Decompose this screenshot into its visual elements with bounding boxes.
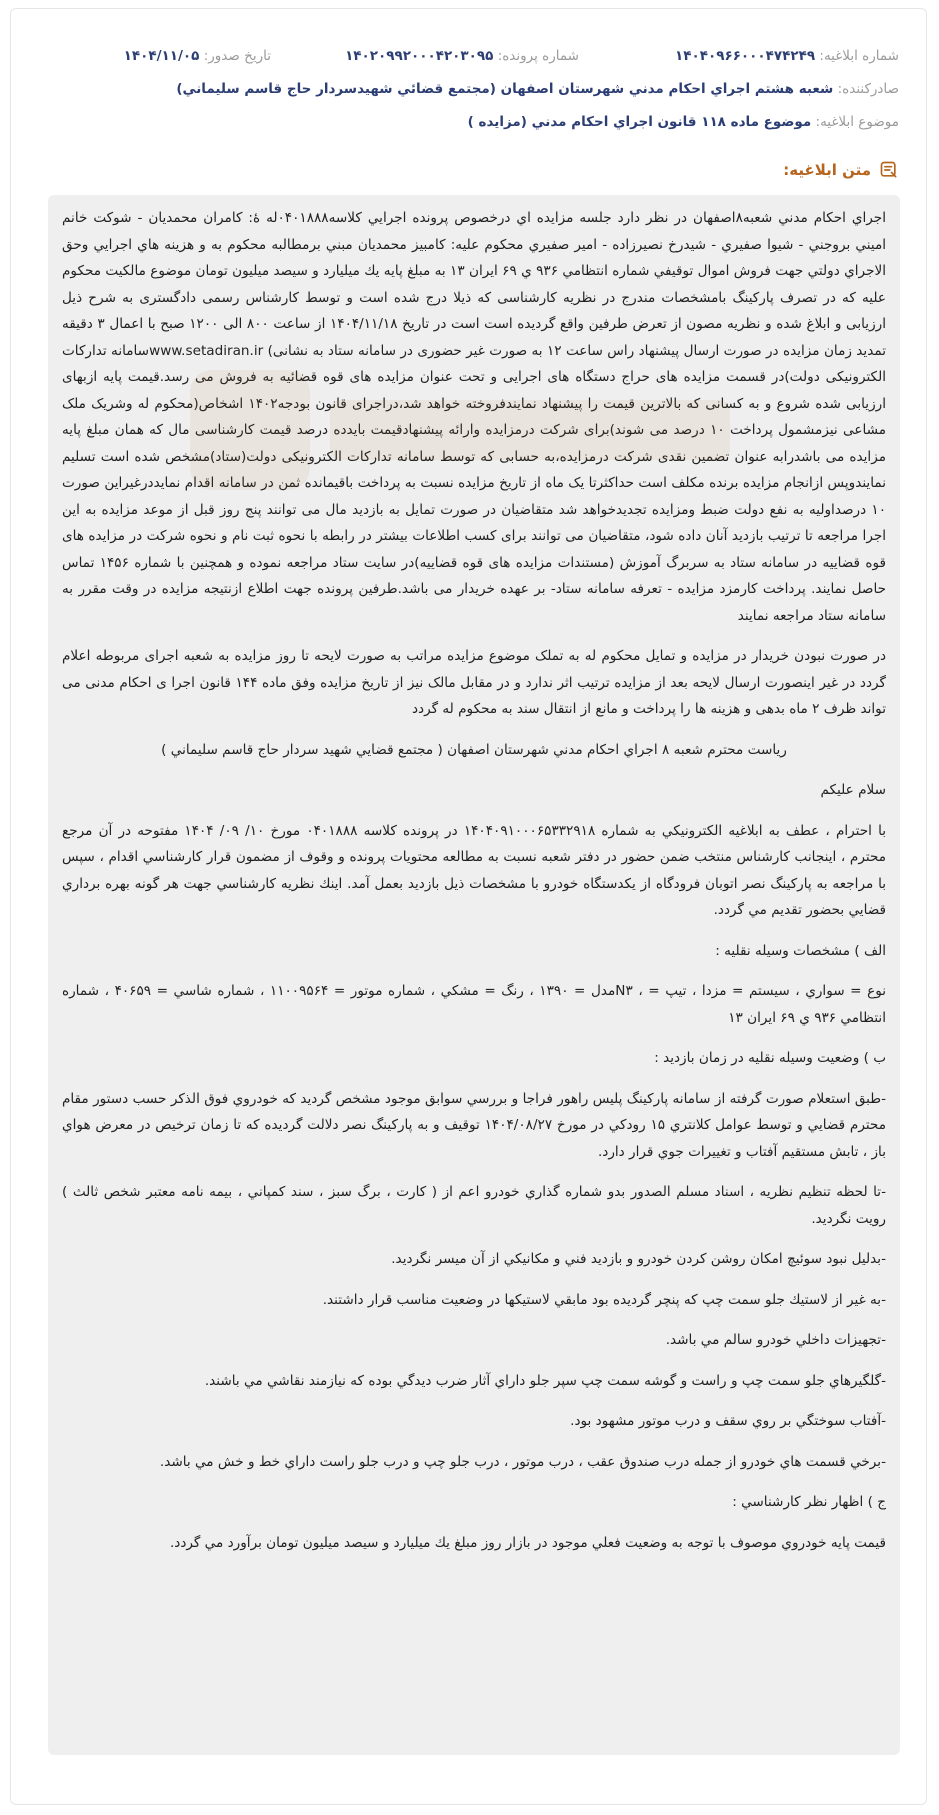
body-item-fenders: -گلگيرهاي جلو سمت چپ و راست و گوشه سمت چپ سپر جلو داراي آثار ضرب ديدگي بوده كه نيازمند نقاشي مي باشند. <box>204 1372 886 1389</box>
body-item-switch: -بدليل نبود سوئيچ امكان روشن كردن خودرو و بازديد فني و مكانيكي از آن ميسر نگرديد. <box>391 1251 886 1267</box>
body-item-scratches: -برخي قسمت هاي خودرو از جمله درب صندوق عقب ، درب موتور ، درب جلو چپ و درب جلو راست داراي خط و خش مي باشد. <box>159 1453 886 1470</box>
notice-number <box>675 46 899 66</box>
body-paragraph-auction: اجراي احكام مدني شعبه۸اصفهان در نظر دارد جلسه مزايده اي درخصوص پرونده اجرايي كلاسه۰۴۰۱۸۸۸له ۀ: كامران محمديان - شوكت خانم اميني بروجني - شيوا صفيري - شيدرخ نصيرزاده - امير صفيري محكوم عليه: كامبيز محمديان مبني برمطالبه محكوم به و هزينه هاي اجرايي وحق الاجراي دولتي جهت فروش اموال توقيفي شماره انتظامي ۹۳۶ ي ۶۹ ايران ۱۳ به مبلغ پايه يك ميليارد و سيصد ميليون تومان موضوع مالكيت محكوم عليه كه در تصرف پاركينگ بامشخصات مندرج در نظريه كارشناسی كه ذيلا درج شده است و توسط كارشناس رسمی دادگستری به شرح ذيل ارزيابی و ابلاغ شده و نظريه مصون از تعرض طرفين واقع گرديده است است در تاريخ ۱۴۰۴/۱۱/۱۸ از ساعت ۸۰۰ الی ۱۲۰۰ صبح با اعمال ۳ دقيقه تمديد زمان مزايده در صورت ارسال پيشنهاد راس ساعت ۱۲ به صورت غير حضوری در سامانه ستاد به نشانی) www.setadiran.irسامانه تداركات الكترونيكی دولت)در قسمت مزايده های حراج دستگاه های اجرايی و تحت عنوان مزايده های قوه قضائيه به فروش می رسد.قيمت پايه ازبهای ارزيابی شده شروع و به كسانی كه بالاترين قيمت را پيشنهاد نمايندفروخته خواهد شد،دراجرای قانون بودجه۱۴۰۲ اشخاص(محكوم له وشريک ملک مشاعی نيزمشمول پرداخت ۱۰ درصد می شوند)برای شركت درمزايده وارائه پيشنهادقيمت بايدده درصد قيمت كارشناسی مال كه همان مبلغ پايه مزايده می باشدرابه عنوان تضمين نقدی شركت درمزايده،به حسابی كه توسط سامانه تداركات الكترونيكی دولت(ستاد)مشخص شده است تسليم نمايندوپس ازانجام مزايده برنده مكلف است حداكثرتا يک ماه از تاريخ مزايده نسبت به پرداخت باقيمانده ثمن در سامانه اقدام نمايددرغيراين صورت ۱۰ درصداوليه به نفع دولت ضبط ومزايده تجديدخواهد شد متقاضيان در صورت تمايل به بازديد مال می توانند پنج روز قبل از موعد مزايده به اين اجرا مراجعه تا ترتيب بازديد آنان داده شود، متقاضيان می توانند برای كسب اطلاعات بيشتر در رابطه با نحوه ثبت نام و نحوه شركت در مزايده های قوه قضاييه در سامانه ستاد به سربرگ آموزش (مستندات مزايده های قوه قضاييه)در سايت ستاد مراجعه نموده و همچنين با شماره ۱۴۵۶ تماس حاصل نمايند. پرداخت كارمزد مزايده - تعرفه سامانه ستاد- بر عهده خريدار می باشد.طرفين پرونده جهت اطلاع ازنتيجه مزايده در وقت مقرر به سامانه ستاد مراجعه نمايند <box>62 210 887 624</box>
notice-icon <box>879 160 899 180</box>
subject-value: موضوع ماده ۱۱۸ قانون اجراي احكام مدني (مزايده ) <box>467 114 812 130</box>
notice-number-value: ۱۴۰۴۰۹۶۶۰۰۰۴۷۴۲۴۹ <box>675 48 816 64</box>
notice-number-label: شماره ابلاغیه: <box>819 48 899 64</box>
subject-label: موضوع ابلاغیه: <box>815 114 899 130</box>
body-paragraph-price: قيمت پايه خودروي موصوف با توجه به وضعيت فعلي موجود در بازار روز مبلغ يك ميليارد و سيصد ميليون تومان برآورد مي گردد. <box>169 1534 886 1551</box>
body-paragraph-addressee: رياست محترم شعبه ۸ اجراي احكام مدني شهرستان اصفهان ( مجتمع قضايي شهيد سردار حاج قاسم سليماني ) <box>161 741 787 758</box>
body-paragraph-intro: با احترام ، عطف به ابلاغيه الكترونيكي به شماره ۱۴۰۴۰۹۱۰۰۰۶۵۳۳۲۹۱۸ در پرونده كلاسه ۰۴۰۱۸۸۸ مورخ ۱۰/ ۰۹/ ۱۴۰۴ مفتوحه در آن مرجع محترم ، اينجانب كارشناس منتخب ضمن حضور در دفتر شعبه نسبت به مطالعه محتويات پرونده و وقوف از مضمون قرار كارشناسي اقدام ، سپس با مراجعه به پاركينگ نصر اتوبان فرودگاه از يكدستگاه خودرو با مشخصات ذيل بازديد بعمل آمد. اينك نظريه كارشناسي جهت هر گونه بهره برداري قضايي بحضور تقديم مي گردد. <box>62 822 887 918</box>
subject-row <box>468 112 899 132</box>
issue-date-value: ۱۴۰۴/۱۱/۰۵ <box>123 48 200 64</box>
case-number <box>345 46 579 66</box>
case-number-value: ۱۴۰۲۰۹۹۲۰۰۰۴۲۰۳۰۹۵ <box>345 48 494 64</box>
body-paragraph-no-buyer: در صورت نبودن خريدار در مزايده و تمايل محكوم له به تملک موضوع مزايده مراتب به صورت لايحه تا روز مزايده به شعبه اجرای مربوطه اعلام گردد در غير اينصورت ارسال لايحه بعد از مزايده ترتيب اثر ندارد و در مقابل مالک نيز از تاريخ مزايده وفق ماده ۱۴۴ قانون اجرا ی احكام مدنی می تواند ظرف ۲ ماه بدهی و هزينه ها را پرداخت و مانع از انتقال سند به محكوم له گردد <box>62 648 887 717</box>
body-item-sunburn: -آفتاب سوختگي بر روي سقف و درب موتور مشهود بود. <box>570 1413 886 1429</box>
issue-date-label: تاریخ صدور: <box>203 48 271 64</box>
meta-row <box>39 46 899 66</box>
body-heading-vehicle-specs: الف ) مشخصات وسيله نقليه : <box>715 942 886 959</box>
body-paragraph-vehicle-specs: نوع = سواري ، سيستم = مزدا ، تيپ = ، N۳مدل = ۱۳۹۰ ، رنگ = مشكي ، شماره موتور = ۱۱۰۰۹۵۶۴ ، شماره شاسي = ۴۰۶۵۹ ، شماره انتظامي ۹۳۶ ي ۶۹ ايران ۱۳ <box>62 983 887 1026</box>
body-item-inquiry: -طبق استعلام صورت گرفته از سامانه پاركينگ پليس راهور فراجا و بررسي سوابق موجود مشخص گرديد كه خودروي فوق الذكر حسب دستور مقام محترم قضايي و توسط عوامل كلانتري ۱۵ رودكي در مورخ ۱۴۰۴/۰۸/۲۷ توقيف و به پاركينگ نصر دلالت گرديده كه تا زمان ترخيص در معرض هواي باز ، تابش مستقيم آفتاب و تغييرات جوي قرار دارد. <box>62 1090 886 1160</box>
body-item-documents: -تا لحظه تنظيم نظريه ، اسناد مسلم الصدور بدو شماره گذاري خودرو اعم از ( كارت ، برگ سبز ، سند كمپاني ، بيمه نامه معتبر شخص ثالث ) رويت نگرديد. <box>62 1184 886 1227</box>
body-item-tires: -به غير از لاستيك جلو سمت چپ كه پنچر گرديده بود مابقي لاستيكها در وضعيت مناسب قرار داشتند. <box>322 1291 886 1308</box>
notice-body <box>48 195 900 1755</box>
issuer-row <box>176 79 899 99</box>
body-heading-vehicle-condition: ب ) وضعيت وسيله نقليه در زمان بازديد : <box>654 1050 886 1066</box>
issuer-value: شعبه هشتم اجراي احكام مدني شهرستان اصفهان (مجتمع قضائي شهيدسردار حاج قاسم سليماني) <box>176 81 834 97</box>
issuer-label: صادرکننده: <box>837 81 899 97</box>
section-title-text: متن ابلاغیه: <box>783 161 871 179</box>
section-title <box>783 160 899 180</box>
body-item-interior: -تجهيزات داخلي خودرو سالم مي باشد. <box>665 1332 886 1348</box>
body-heading-expert-opinion: ج ) اظهار نظر كارشناسي : <box>732 1494 886 1510</box>
body-paragraph-greeting: سلام عليكم <box>820 782 886 798</box>
case-number-label: شماره پرونده: <box>497 48 579 64</box>
issue-date <box>124 46 271 66</box>
